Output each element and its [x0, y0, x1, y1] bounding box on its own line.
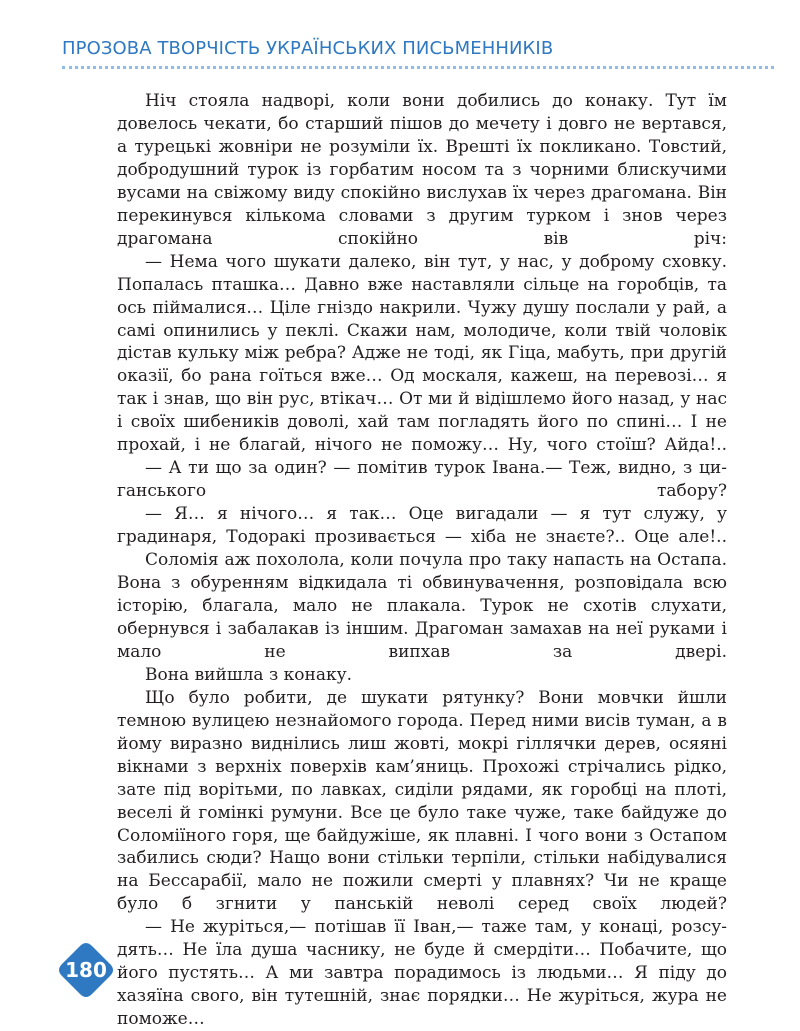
paragraph: Ніч стояла надворі, коли вони добились до конаку. Тут їм довелось чекати, бо старший пішов до мечету і довго не вертався, а турецькі жовніри не розуміли їх. Врешті їх покликано. Товстий, добродушний турок із горбатим носом та з чорними блискучими вусами на свіжому виду спокійно вислухав їх через драгомана. Він перекинувся кількома словами з другим турком і знов через драгомана спокійно вів річ: [117, 91, 727, 249]
paragraph: Вона вийшла з конаку. [145, 664, 353, 685]
story-text [117, 90, 727, 1031]
paragraph: Що було робити, де шукати рятунку? Вони мовчки йшли темною вулицею незнайомого города. Перед ними висів туман, а в йому виразно виднілись лиш жовті, мокрі гіллячки дерев, осяяні вікнами з верхніх поверхів кам’яниць. Прохожі стрічались рідко, зате під ворітьми, по лавках, сиділи рядами, як горобці на плоті, веселі й гомінкі румуни. Все це було таке чуже, таке байдуже до Соломіїного горя, ще байдужіше, як плавні. І чого вони з Остапом забились сюди? Нащо вони стільки терпіли, стільки набідувалися на Бессарабії, мало не пожили смерті у плавнях? Чи не краще було б згнити у панській неволі серед своїх людей? [117, 687, 727, 915]
paragraph: Соломія аж похолола, коли почула про таку напасть на Остапа. Вона з обуренням відкидала ті обвинувачення, розповідала всю історію, благала, мало не плакала. Турок не схотів слухати, обернувся і забалакав із іншим. Драгоман замахав на неї руками і мало не випхав за двері. [117, 550, 727, 662]
page-number: 180 [65, 958, 107, 982]
paragraph: — А ти що за один? — помітив турок Івана.— Теж, видно, з циганського табору? [117, 458, 727, 502]
paragraph: — Нема чого шукати далеко, він тут, у нас, у доброму сховку. Попалась пташка… Давно вже наставляли сільце на горобців, та ось піймалися… Ціле гніздо накрили. Чужу душу послали у рай, а самі опинились у пеклі. Скажи нам, молодиче, коли твій чоловік дістав кульку між ребра? Адже не тоді, як Гіца, мабуть, при другій оказії, бо рана гоїться вже… Од москаля, кажеш, на перевозі… я так і знав, що він рус, втікач… От ми й відішлемо його назад, у нас і своїх шибеників доволі, хай там погладять його по спині… І не прохай, і не благай, нічого не поможу… Ну, чого стоїш? Айда!.. [117, 251, 727, 456]
running-title: ПРОЗОВА ТВОРЧІСТЬ УКРАЇНСЬКИХ ПИСЬМЕННИКІВ [62, 38, 554, 59]
page-number-badge [57, 941, 115, 999]
paragraph: — Не журіться,— потішав її Іван,— таже там, у конаці, розсудять… Не їла душа часнику, не буде й смердіти… Побачите, що його пустять… А ми завтра порадимось із людьми… Я піду до хазяїна свого, він тутешній, знає порядки… Не журіться, жура не поможе… [117, 917, 727, 1030]
paragraph: — Я… я нічого… я так… Оце вигадали — я тут служу, у градинаря, Тодоракі прозивається — хіба не знаєте?.. Оце але!.. [117, 504, 727, 548]
header-dotted-divider [62, 66, 774, 69]
